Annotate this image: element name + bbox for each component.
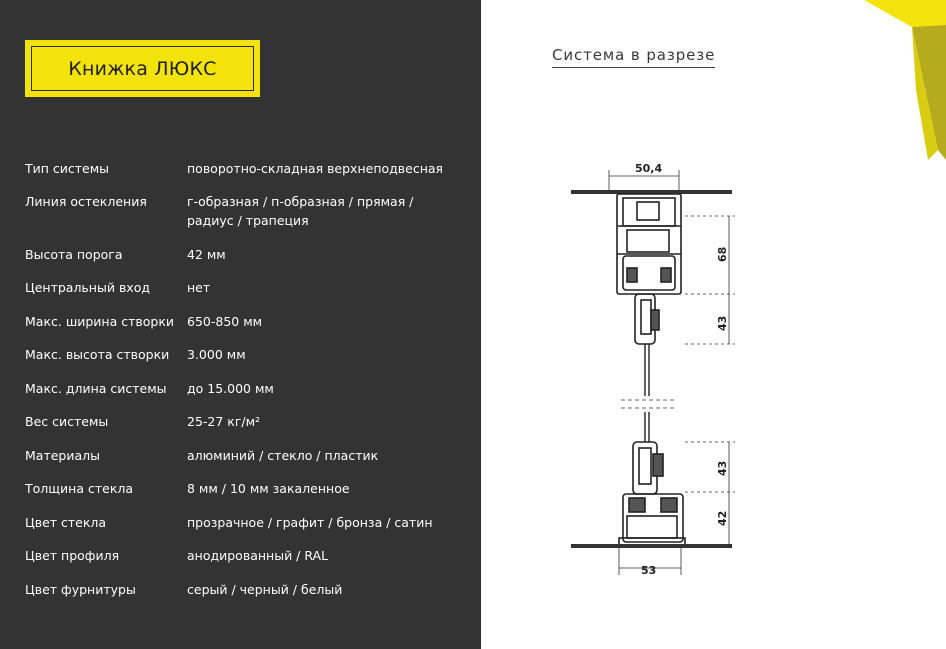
spec-label: Толщина стекла bbox=[25, 481, 134, 496]
section-title: Система в разрезе bbox=[552, 46, 715, 68]
spec-label: Тип системы bbox=[25, 161, 110, 176]
spec-value: г-образная / п-образная / прямая / радиус / трапеция bbox=[187, 194, 414, 228]
spec-label: Цвет фурнитуры bbox=[25, 582, 136, 597]
spec-value: до 15.000 мм bbox=[187, 381, 274, 396]
lower-sash bbox=[633, 442, 663, 494]
dim-lower-sash: 43 bbox=[716, 460, 729, 476]
dim-upper-sash: 43 bbox=[716, 315, 729, 331]
spec-label: Цвет стекла bbox=[25, 515, 107, 530]
spec-label: Центральный вход bbox=[25, 280, 150, 295]
corner-accent-shape bbox=[856, 0, 946, 160]
spec-label: Материалы bbox=[25, 448, 100, 463]
spec-value: поворотно-складная верхнеподвесная bbox=[187, 161, 444, 176]
spec-value: анодированный / RAL bbox=[187, 548, 329, 563]
spec-label: Вес системы bbox=[25, 414, 109, 429]
spec-value: нет bbox=[187, 280, 211, 295]
top-profile bbox=[617, 194, 681, 294]
product-title: Книжка ЛЮКС bbox=[68, 57, 217, 80]
spec-label: Макс. длина системы bbox=[25, 381, 167, 396]
title-frame bbox=[31, 46, 254, 91]
spec-value: 42 мм bbox=[187, 247, 226, 262]
cross-section-diagram bbox=[565, 150, 745, 580]
spec-value: прозрачное / графит / бронза / сатин bbox=[187, 515, 433, 530]
dim-top-width: 50,4 bbox=[635, 162, 663, 175]
upper-sash bbox=[635, 294, 659, 344]
spec-label: Линия остекления bbox=[25, 194, 147, 209]
spec-value: алюминий / стекло / пластик bbox=[187, 448, 379, 463]
spec-label: Высота порога bbox=[25, 247, 123, 262]
spec-value: 8 мм / 10 мм закаленное bbox=[187, 481, 350, 496]
spec-value: серый / черный / белый bbox=[187, 582, 343, 597]
spec-label: Макс. ширина створки bbox=[25, 314, 175, 329]
spec-value: 3.000 мм bbox=[187, 347, 246, 362]
title-badge bbox=[25, 40, 260, 97]
spec-value: 25-27 кг/м² bbox=[187, 414, 261, 429]
spec-label: Макс. высота створки bbox=[25, 347, 170, 362]
spec-label: Цвет профиля bbox=[25, 548, 120, 563]
spec-value: 650-850 мм bbox=[187, 314, 263, 329]
floor-line bbox=[571, 544, 732, 548]
dim-bottom-width: 53 bbox=[641, 564, 657, 577]
bottom-profile bbox=[619, 494, 685, 546]
dim-upper-height: 68 bbox=[716, 246, 729, 262]
dim-threshold: 42 bbox=[716, 510, 729, 526]
